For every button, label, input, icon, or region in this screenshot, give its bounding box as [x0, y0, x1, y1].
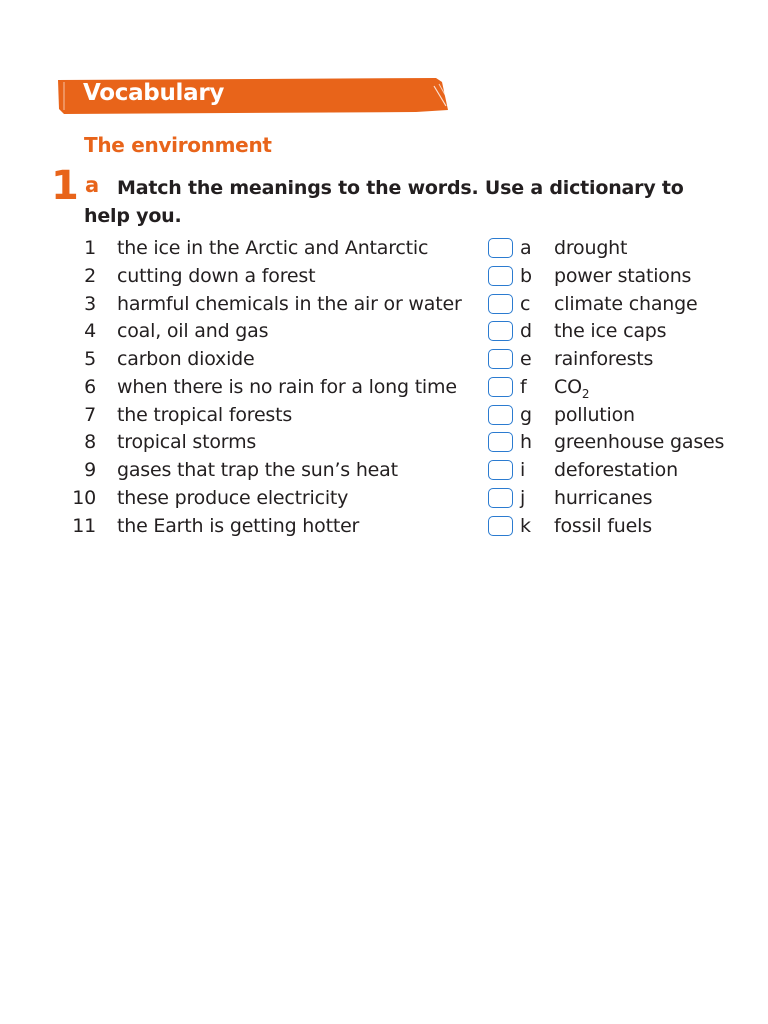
item-number: 2	[84, 265, 96, 287]
item-meaning: gases that trap the sun’s heat	[117, 459, 398, 481]
list-item	[0, 374, 768, 401]
item-number: 10	[72, 487, 96, 509]
word-option: rainforests	[554, 348, 654, 370]
answer-checkbox[interactable]	[488, 460, 513, 480]
answer-checkbox[interactable]	[488, 238, 513, 258]
word-option: deforestation	[554, 459, 678, 481]
word-letter: h	[520, 431, 532, 453]
word-letter: b	[520, 265, 532, 287]
answer-checkbox[interactable]	[488, 294, 513, 314]
list-item	[0, 485, 768, 512]
item-number: 8	[84, 431, 96, 453]
answer-checkbox[interactable]	[488, 321, 513, 341]
item-number: 7	[84, 404, 96, 426]
answer-checkbox[interactable]	[488, 432, 513, 452]
word-option: fossil fuels	[554, 515, 652, 537]
word-letter: c	[520, 293, 531, 315]
item-meaning: when there is no rain for a long time	[117, 376, 457, 398]
item-number: 3	[84, 293, 96, 315]
exercise-letter: a	[85, 173, 100, 197]
answer-checkbox[interactable]	[488, 377, 513, 397]
item-number: 6	[84, 376, 96, 398]
word-subscript: 2	[581, 387, 590, 401]
answer-checkbox[interactable]	[488, 405, 513, 425]
section-subtitle: The environment	[84, 133, 272, 157]
word-letter: d	[520, 320, 532, 342]
list-item	[0, 263, 768, 290]
answer-checkbox[interactable]	[488, 266, 513, 286]
word-option: power stations	[554, 265, 692, 287]
item-number: 4	[84, 320, 96, 342]
exercise-instruction: Match the meanings to the words. Use a dictionary to help you.	[84, 177, 684, 227]
word-option: climate change	[554, 293, 698, 315]
item-number: 11	[72, 515, 96, 537]
item-meaning: the tropical forests	[117, 404, 293, 426]
item-meaning: coal, oil and gas	[117, 320, 269, 342]
list-item	[0, 291, 768, 318]
answer-checkbox[interactable]	[488, 349, 513, 369]
item-number: 1	[84, 237, 96, 259]
word-option-text: CO	[554, 376, 582, 398]
answer-checkbox[interactable]	[488, 488, 513, 508]
item-number: 9	[84, 459, 96, 481]
item-meaning: carbon dioxide	[117, 348, 255, 370]
word-letter: a	[520, 237, 532, 259]
item-number: 5	[84, 348, 96, 370]
item-meaning: the Earth is getting hotter	[117, 515, 360, 537]
exercise-number: 1	[51, 163, 78, 209]
item-meaning: cutting down a forest	[117, 265, 316, 287]
word-letter: g	[520, 404, 532, 426]
word-option: greenhouse gases	[554, 431, 725, 453]
list-item	[0, 429, 768, 456]
list-item	[0, 346, 768, 373]
word-letter: f	[520, 376, 527, 398]
list-item	[0, 402, 768, 429]
word-option: drought	[554, 237, 628, 259]
section-banner	[56, 76, 450, 116]
word-option: hurricanes	[554, 487, 653, 509]
word-letter: i	[520, 459, 526, 481]
word-letter: j	[520, 487, 526, 509]
answer-checkbox[interactable]	[488, 516, 513, 536]
word-option: pollution	[554, 404, 635, 426]
section-title: Vocabulary	[83, 80, 225, 106]
item-meaning: these produce electricity	[117, 487, 349, 509]
word-option: the ice caps	[554, 320, 667, 342]
word-letter: e	[520, 348, 532, 370]
item-meaning: harmful chemicals in the air or water	[117, 293, 462, 315]
list-item	[0, 457, 768, 484]
list-item	[0, 318, 768, 345]
list-item	[0, 513, 768, 540]
list-item	[0, 235, 768, 262]
item-meaning: the ice in the Arctic and Antarctic	[117, 237, 429, 259]
word-letter: k	[520, 515, 531, 537]
item-meaning: tropical storms	[117, 431, 257, 453]
